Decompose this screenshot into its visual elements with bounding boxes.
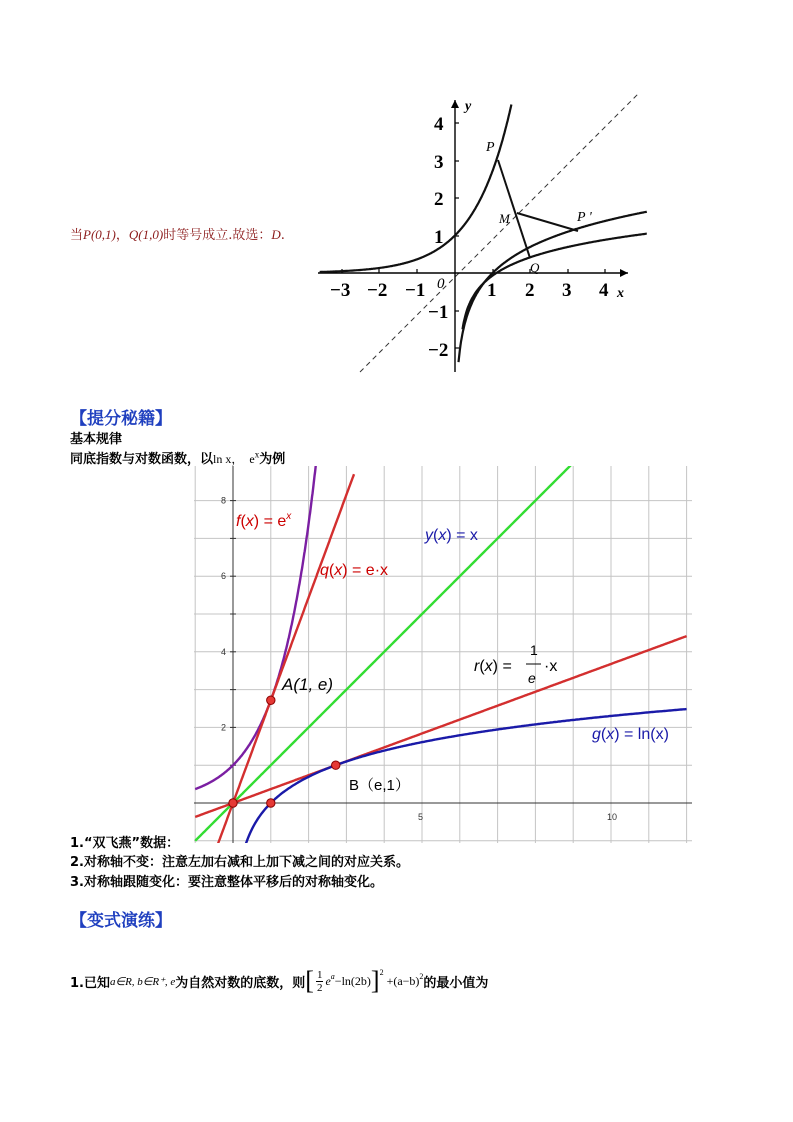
x-tick-label: 4	[599, 280, 609, 301]
segment-m-pprime	[517, 213, 578, 231]
data-point	[229, 799, 237, 807]
label-m: M	[499, 211, 510, 226]
separator: ，	[115, 228, 129, 243]
x-tick-label: −1	[405, 280, 426, 301]
question-suffix: 的最小值为	[423, 975, 489, 991]
figure1-graph	[310, 88, 650, 378]
subtitle-basic-rules: 基本规律	[70, 432, 123, 447]
y-tick-label: 8	[221, 495, 227, 506]
question-expression	[305, 968, 423, 994]
x-axis-label: x	[617, 286, 624, 301]
expr-e: e	[325, 973, 331, 988]
section-title-tips: 【提分秘籍】	[70, 409, 172, 429]
y-tick-label: 2	[221, 722, 227, 733]
question-1	[70, 968, 488, 994]
intro-math: ln x，	[213, 452, 244, 466]
label-r-numerator: 1	[530, 642, 538, 658]
question-prefix: 1.已知	[70, 975, 110, 991]
intro-suffix: 为例	[259, 452, 286, 467]
label-p: P	[486, 140, 495, 155]
x-tick-label: 10	[607, 812, 618, 822]
list-item-2: 2.对称轴不变：注意左加右减和上加下减之间的对应关系。	[70, 855, 409, 870]
point-q-text: Q(1,0)	[128, 227, 164, 242]
y-tick-label: 3	[434, 152, 444, 173]
expr-square: 2	[379, 968, 384, 977]
label-r	[474, 642, 557, 686]
expr-ln: −ln(2b)	[334, 973, 371, 988]
x-tick-label: −2	[367, 280, 388, 301]
bracket-right: ]	[370, 966, 380, 995]
x-tick-label: 5	[418, 812, 424, 822]
y-tick-label: 6	[221, 571, 227, 582]
bracket-left: [	[305, 966, 314, 995]
section-title-practice: 【变式演练】	[70, 911, 172, 931]
answer-prefix: 当	[70, 228, 84, 243]
answer-letter: D	[271, 227, 281, 242]
x-axis-arrow	[620, 269, 628, 277]
origin-label: 0	[437, 276, 445, 292]
segment-p-q	[498, 160, 530, 258]
point-p-text: P(0,1)	[83, 227, 116, 242]
fraction-half	[316, 969, 324, 994]
expr-sup-a: a	[330, 972, 335, 981]
y-tick-label: 4	[434, 114, 444, 135]
y-axis-arrow	[451, 100, 459, 108]
chart-tick-labels	[221, 496, 617, 822]
list-item-3: 3.对称轴跟随变化：要注意整体平移后的对称轴变化。	[70, 875, 383, 890]
dashed-line-y-eq-x	[360, 94, 638, 372]
list-item-1: 1.“双飞燕”数据：	[70, 836, 180, 851]
label-r-denominator: e	[528, 670, 536, 686]
x-tick-label: 1	[487, 280, 497, 301]
y-tick-label: −2	[428, 340, 449, 361]
x-tick-label: 2	[525, 280, 535, 301]
label-r-tail: ·x	[544, 658, 558, 675]
data-point	[267, 696, 275, 704]
question-condition: a∈R, b∈R⁺, e	[109, 975, 176, 988]
label-point-a: A(1, e)	[282, 675, 334, 694]
answer-suffix: 时等号成立.故选：	[163, 228, 272, 243]
answer-end: .	[280, 228, 285, 243]
exp-curve	[320, 105, 512, 273]
label-g: g(x) = ln(x)	[592, 726, 669, 743]
data-point	[267, 799, 275, 807]
label-f: $f(x) = e^x$	[236, 511, 292, 530]
svg-text:r(x) =: r(x) =	[474, 658, 512, 675]
intro-line	[70, 448, 285, 467]
answer-line	[70, 224, 285, 243]
intro-exp: e	[249, 452, 255, 466]
fraction-denominator: 2	[316, 981, 323, 994]
fraction-numerator: 1	[316, 968, 323, 981]
label-y: y(x) = x	[425, 527, 478, 544]
expr-second-term: +(a−b)	[386, 973, 420, 988]
label-q: q(x) = e·x	[320, 562, 389, 579]
intro-exp-sup: x	[254, 449, 260, 460]
expr-square-2: 2	[419, 972, 424, 981]
question-mid: 为自然对数的底数，则	[175, 975, 306, 991]
y-tick-label: 1	[434, 227, 444, 248]
x-tick-label: 3	[562, 280, 572, 301]
y-tick-label: −1	[428, 302, 449, 323]
y-axis-label: y	[465, 99, 472, 114]
x-tick-label: −3	[330, 280, 351, 301]
axis-ticks	[342, 123, 605, 348]
function-chart	[194, 466, 692, 843]
y-tick-label: 2	[434, 189, 444, 210]
y-tick-label: 4	[221, 646, 227, 657]
label-p-prime: P '	[577, 210, 592, 225]
data-point	[332, 761, 340, 769]
label-point-b: B（e,1）	[349, 777, 410, 794]
label-q: Q	[530, 260, 540, 275]
intro-prefix: 同底指数与对数函数，以	[70, 452, 214, 467]
